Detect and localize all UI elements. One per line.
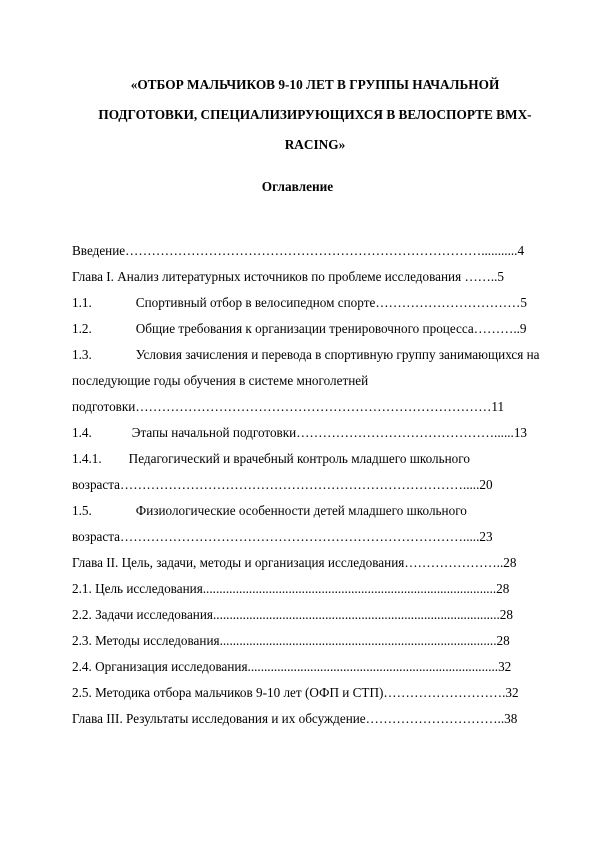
toc-number: 1.2. <box>72 321 92 336</box>
toc-entry-text: Спортивный отбор в велосипедном спорте……………………………5 <box>135 295 527 310</box>
toc-entry-2-4[interactable]: 2.4. Организация исследования............................................................................32 <box>72 659 512 674</box>
document-title <box>70 70 560 160</box>
title-line-2: ПОДГОТОВКИ, СПЕЦИАЛИЗИРУЮЩИХСЯ В ВЕЛОСПОРТЕ ВМХ- <box>98 107 532 122</box>
toc-entry-1-4-1[interactable] <box>72 449 542 475</box>
toc-entry-1-4-1-cont[interactable]: возраста…………………………………………………………………….....20 <box>72 477 493 492</box>
toc-number: 1.4. <box>72 425 92 440</box>
toc-entry-2-2[interactable]: 2.2. Задачи исследования.......................................................................................28 <box>72 607 513 622</box>
toc-entry-chapter-2[interactable]: Глава II. Цель, задачи, методы и организация исследования…………………..28 <box>72 555 517 570</box>
toc-entry-1-1[interactable] <box>72 293 542 319</box>
toc-entry-text: Этапы начальной подготовки………………………………………......13 <box>131 425 528 440</box>
toc-entry-1-5-cont[interactable]: возраста…………………………………………………………………….....23 <box>72 529 493 544</box>
toc-entry-chapter-3[interactable]: Глава III. Результаты исследования и их обсуждение…………………………..38 <box>72 711 518 726</box>
toc-entry-2-3[interactable]: 2.3. Методы исследования....................................................................................28 <box>72 633 510 648</box>
title-line-1: «ОТБОР МАЛЬЧИКОВ 9-10 ЛЕТ В ГРУППЫ НАЧАЛЬНОЙ <box>130 77 500 92</box>
toc-entry-text: Педагогический и врачебный контроль младшего школьного <box>128 451 470 466</box>
toc-entry-chapter-1[interactable]: Глава I. Анализ литературных источников по проблеме исследования ……..5 <box>72 269 505 284</box>
toc-entry-1-3[interactable] <box>72 345 542 371</box>
toc-entry-2-1[interactable]: 2.1. Цель исследования.........................................................................................28 <box>72 581 510 596</box>
toc-entry-text: Условия зачисления и перевода в спортивную группу занимающихся на <box>135 347 540 362</box>
toc-entry-1-3-cont[interactable]: подготовки………………………………………………………………………11 <box>72 399 505 414</box>
toc-entry-2-5[interactable]: 2.5. Методика отбора мальчиков 9-10 лет (ОФП и СТП)……………………….32 <box>72 685 519 700</box>
toc-entry-1-4[interactable] <box>72 423 542 449</box>
table-of-contents <box>72 241 542 735</box>
toc-entry-text: Физиологические особенности детей младшего школьного <box>135 503 467 518</box>
toc-number: 1.1. <box>72 295 92 310</box>
toc-entry-intro[interactable]: Введение………………………………………………………………………...........4 <box>72 243 525 258</box>
toc-entry-text: Общие требования к организации тренировочного процесса………..9 <box>135 321 527 336</box>
toc-number: 1.3. <box>72 347 92 362</box>
toc-entry-1-2[interactable] <box>72 319 542 345</box>
toc-entry-1-3-cont[interactable]: последующие годы обучения в системе многолетней <box>72 373 369 388</box>
toc-entry-1-5[interactable] <box>72 501 542 527</box>
toc-number: 1.5. <box>72 503 92 518</box>
title-line-3: RACING» <box>284 137 346 152</box>
toc-number: 1.4.1. <box>72 451 102 466</box>
toc-heading: Оглавление <box>261 179 334 194</box>
